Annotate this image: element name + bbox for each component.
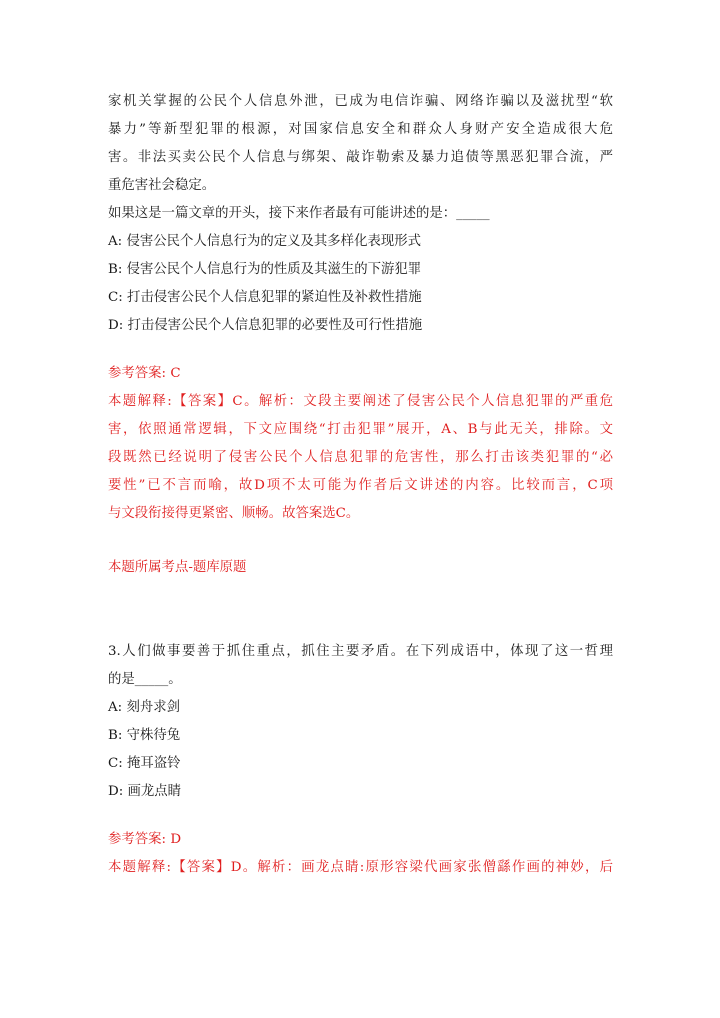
q2-topic: 本题所属考点-题库原题 (108, 560, 247, 575)
question-line: 3.人们做事要善于抓住重点，抓住主要矛盾。在下列成语中，体现了这一哲理 (108, 644, 613, 659)
option-a: A: 侵害公民个人信息行为的定义及其多样化表现形式 (108, 234, 422, 249)
q2-explanation (108, 388, 613, 528)
q3-question (108, 638, 613, 694)
q2-answer: 参考答案: C (108, 366, 181, 381)
explanation-line: 与文段衔接得更紧密、顺畅。故答案选C。 (108, 506, 360, 521)
option-d: D: 打击侵害公民个人信息犯罪的必要性及可行性措施 (108, 318, 423, 333)
option-c: C: 打击侵害公民个人信息犯罪的紧迫性及补救性措施 (108, 290, 422, 305)
explanation-line: 本题解释:【答案】D。解析：画龙点睛:原形容梁代画家张僧繇作画的神妙，后 (108, 860, 613, 875)
q3-answer: 参考答案: D (108, 832, 182, 847)
passage-line: 重危害社会稳定。 (108, 178, 216, 193)
q2-question: 如果这是一篇文章的开头，接下来作者最有可能讲述的是：_____ (108, 206, 490, 221)
explanation-line: 要性”已不言而喻，故D项不太可能为作者后文讲述的内容。比较而言，C项 (108, 478, 613, 493)
explanation-line: 段既然已经说明了侵害公民个人信息犯罪的危害性，那么打击该类犯罪的“必 (108, 450, 613, 465)
q3-explanation (108, 854, 613, 882)
passage-line: 家机关掌握的公民个人信息外泄，已成为电信诈骗、网络诈骗以及滋扰型“软 (108, 94, 613, 109)
option-a: A: 刻舟求剑 (108, 700, 181, 715)
passage-line: 害。非法买卖公民个人信息与绑架、敲诈勒索及暴力追债等黑恶犯罪合流，严 (108, 150, 613, 165)
document-page (108, 88, 613, 882)
question-line: 的是_____。 (108, 672, 182, 687)
explanation-line: 本题解释:【答案】C。解析：文段主要阐述了侵害公民个人信息犯罪的严重危 (108, 394, 613, 409)
q2-passage (108, 88, 613, 200)
option-b: B: 守株待兔 (108, 728, 181, 743)
explanation-line: 害，依照通常逻辑，下文应围绕“打击犯罪”展开，A、B与此无关，排除。文 (108, 422, 613, 437)
option-b: B: 侵害公民个人信息行为的性质及其滋生的下游犯罪 (108, 262, 422, 277)
passage-line: 暴力”等新型犯罪的根源，对国家信息安全和群众人身财产安全造成很大危 (108, 122, 613, 137)
option-d: D: 画龙点睛 (108, 784, 182, 799)
option-c: C: 掩耳盗铃 (108, 756, 181, 771)
q2-options (108, 228, 613, 340)
q3-options (108, 694, 613, 806)
